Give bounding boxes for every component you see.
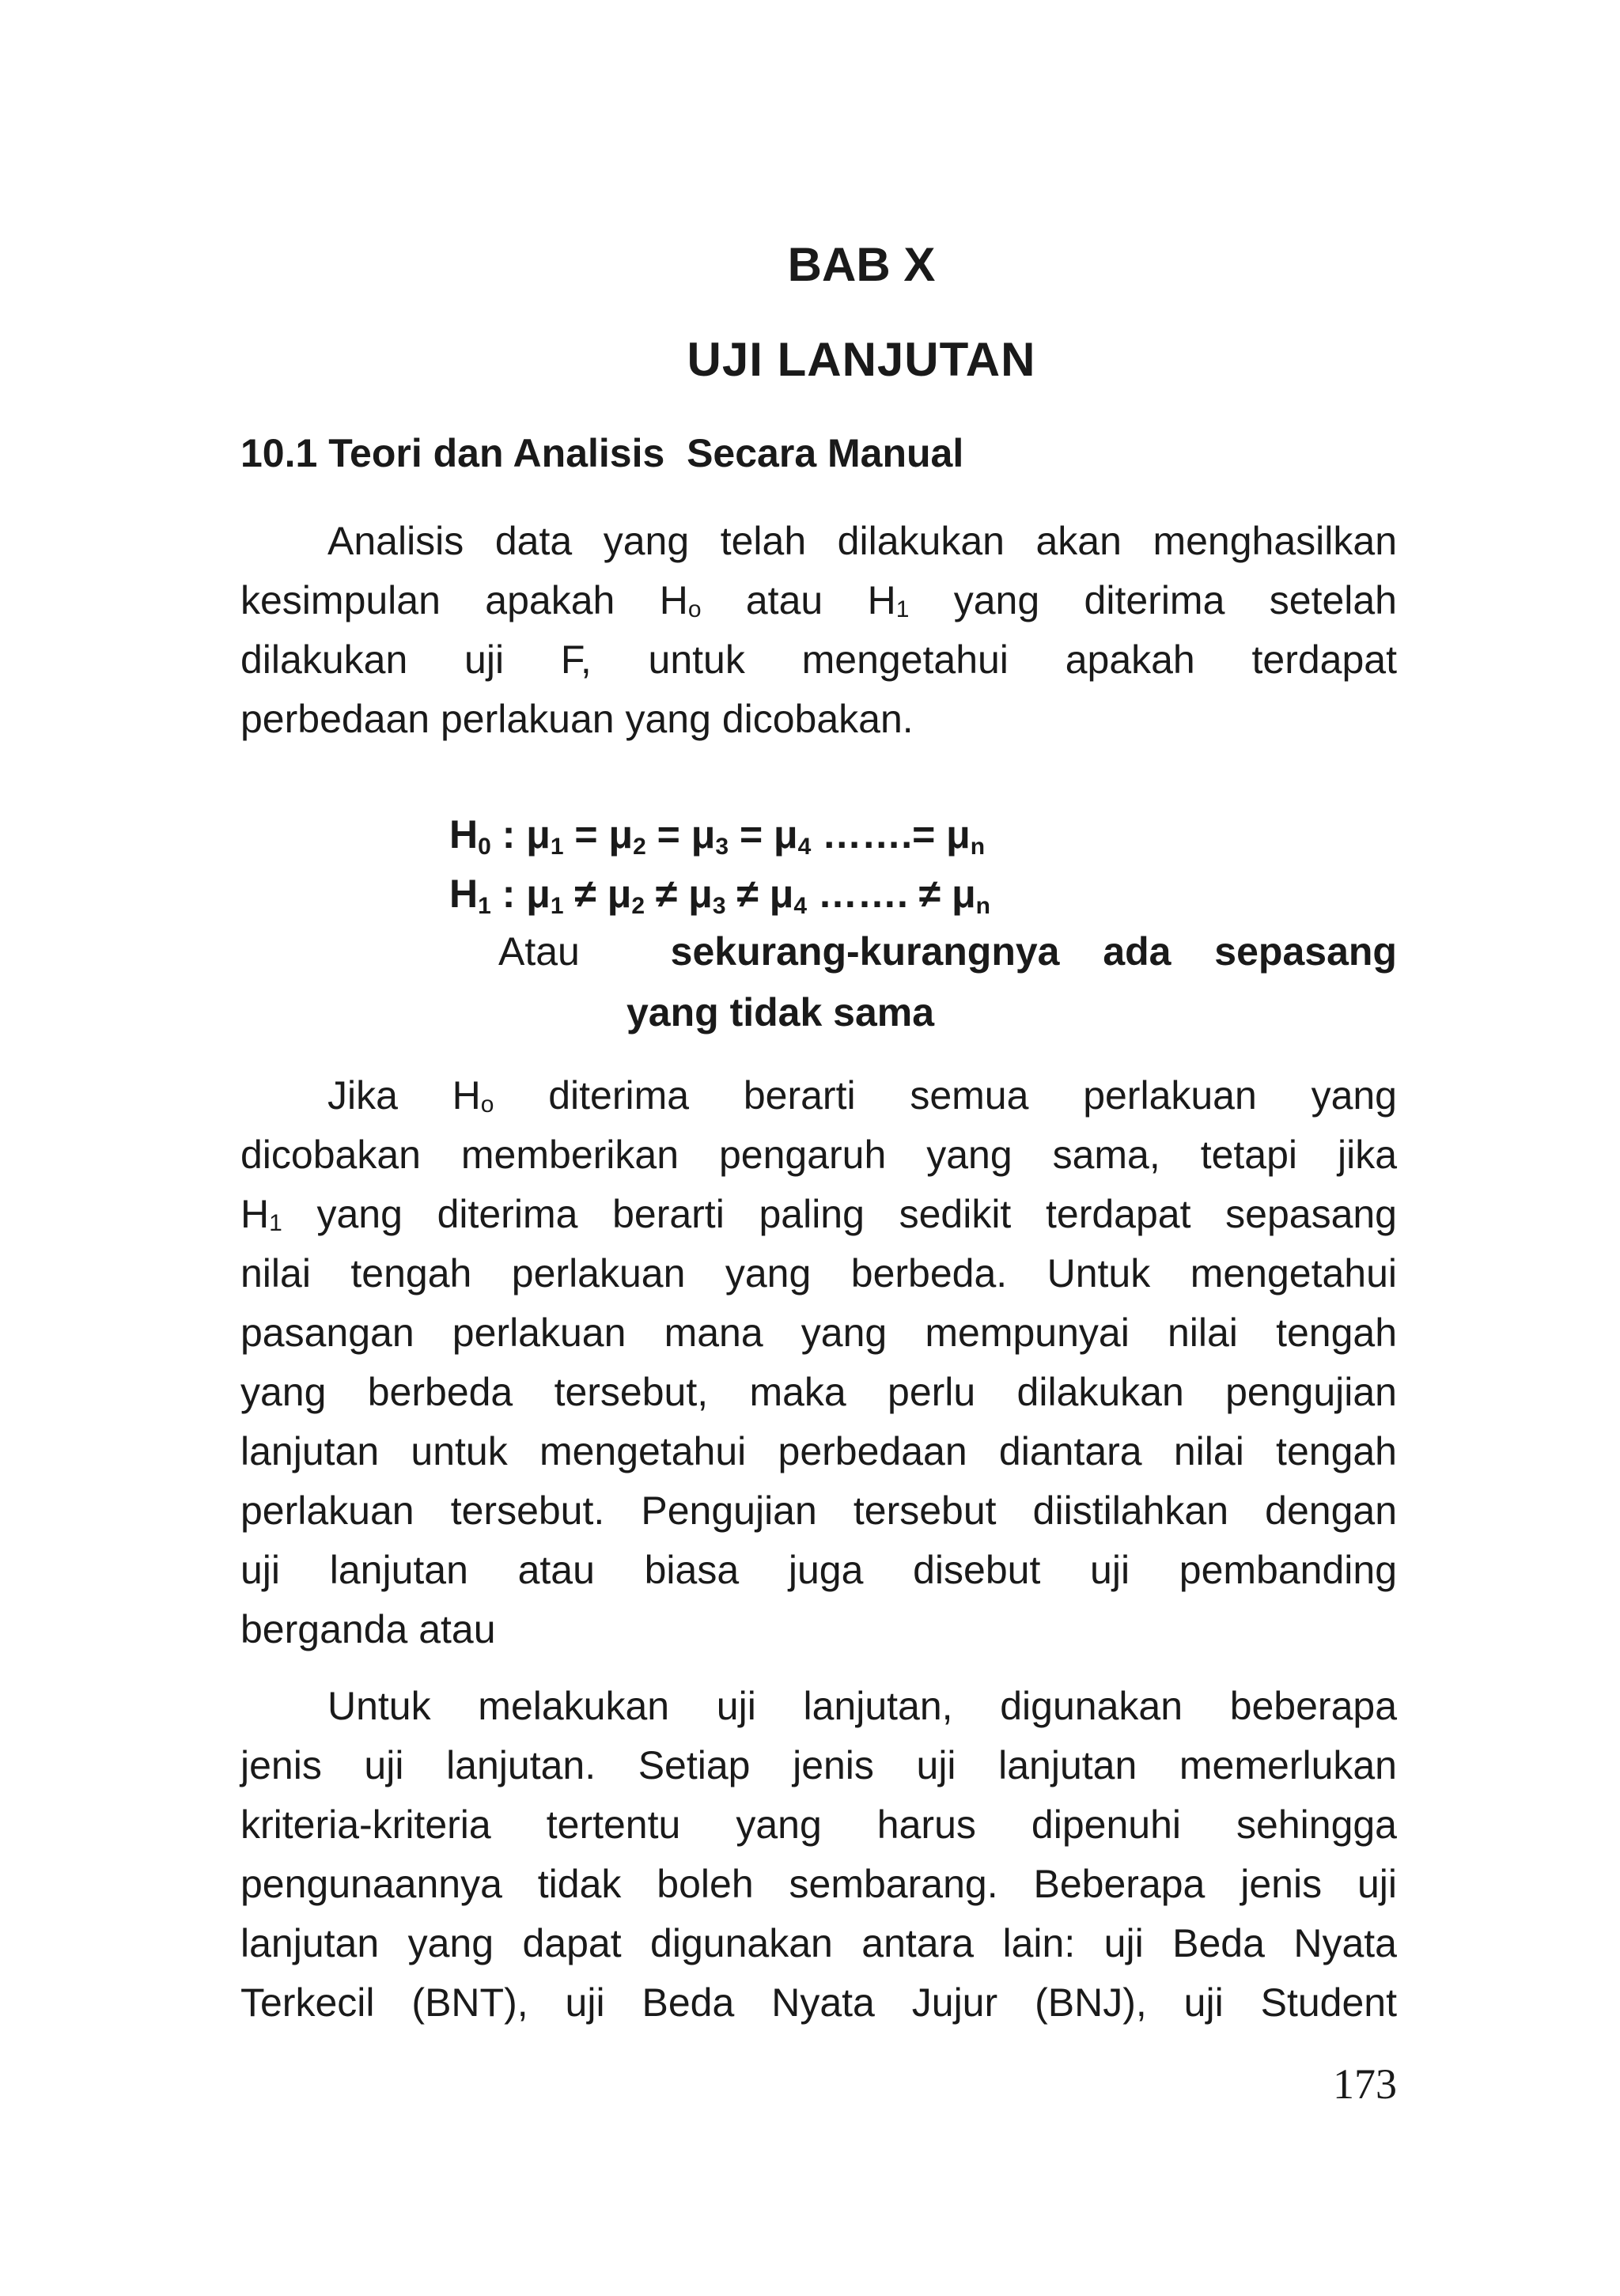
paragraph-line: Terkecil (BNT), uji Beda Nyata Jujur (BNJ), uji Student — [240, 1980, 1397, 2025]
paragraph-line: berganda atau — [240, 1607, 496, 1651]
paragraph-line: lanjutan untuk mengetahui perbedaan diantara nilai tengah — [240, 1429, 1397, 1473]
page-number: 173 — [1333, 2060, 1397, 2108]
paragraph-line: nilai tengah perlakuan yang berbeda. Untuk mengetahui — [240, 1251, 1397, 1296]
alt-bold-3: sepasang — [1214, 929, 1397, 974]
alternative-note — [498, 929, 1397, 974]
paragraph-line: H1 yang diterima berarti paling sedikit terdapat sepasang — [240, 1192, 1397, 1236]
alt-word: Atau — [498, 929, 580, 974]
paragraph-line: jenis uji lanjutan. Setiap jenis uji lanjutan memerlukan — [240, 1743, 1397, 1787]
paragraph-line: Untuk melakukan uji lanjutan, digunakan beberapa — [327, 1684, 1397, 1728]
paragraph-line: lanjutan yang dapat digunakan antara lain: uji Beda Nyata — [240, 1921, 1397, 1965]
paragraph-line: Analisis data yang telah dilakukan akan menghasilkan — [327, 519, 1397, 563]
paragraph-line: kesimpulan apakah Ho atau H1 yang diterima setelah — [240, 578, 1397, 622]
paragraph-line: kriteria-kriteria tertentu yang harus dipenuhi sehingga — [240, 1802, 1397, 1847]
paragraph-line: perbedaan perlakuan yang dicobakan. — [240, 697, 914, 741]
alt-bold-2: ada — [1103, 929, 1171, 974]
null-hypothesis: $H_0$ : $\mu_1 = \mu_2 = \mu_3 = \mu_4$ …….= $\mu_n$ — [449, 812, 986, 860]
paragraph-line: dicobakan memberikan pengaruh yang sama, tetapi jika — [240, 1133, 1397, 1177]
paragraph-line: uji lanjutan atau biasa juga disebut uji pembanding — [240, 1548, 1397, 1592]
chapter-title: UJI LANJUTAN — [687, 333, 1036, 386]
chapter-label: BAB X — [787, 238, 936, 291]
paragraph-line: pengunaannya tidak boleh sembarang. Beberapa jenis uji — [240, 1862, 1397, 1906]
paragraph-explanation — [240, 1066, 1397, 1659]
alt-bold-1: sekurang-kurangnya — [670, 929, 1060, 974]
alternative-note-continued: yang tidak sama — [626, 990, 935, 1035]
alternative-hypothesis: $H_1$ : $\mu_1 \ne \mu_2 \ne \mu_3 \ne \mu_4$ ……. ≠ $\mu_n$ — [449, 872, 990, 919]
paragraph-line: pasangan perlakuan mana yang mempunyai nilai tengah — [240, 1311, 1397, 1355]
section-heading: 10.1 Teori dan Analisis Secara Manual — [240, 431, 964, 475]
paragraph-line: perlakuan tersebut. Pengujian tersebut diistilahkan dengan — [240, 1488, 1397, 1533]
paragraph-line: dilakukan uji F, untuk mengetahui apakah terdapat — [240, 637, 1397, 682]
paragraph-line: Jika Ho diterima berarti semua perlakuan yang — [327, 1073, 1397, 1118]
paragraph-test-types — [240, 1677, 1397, 2033]
paragraph-line: yang berbeda tersebut, maka perlu dilakukan pengujian — [240, 1370, 1397, 1414]
paragraph-intro — [240, 512, 1397, 749]
